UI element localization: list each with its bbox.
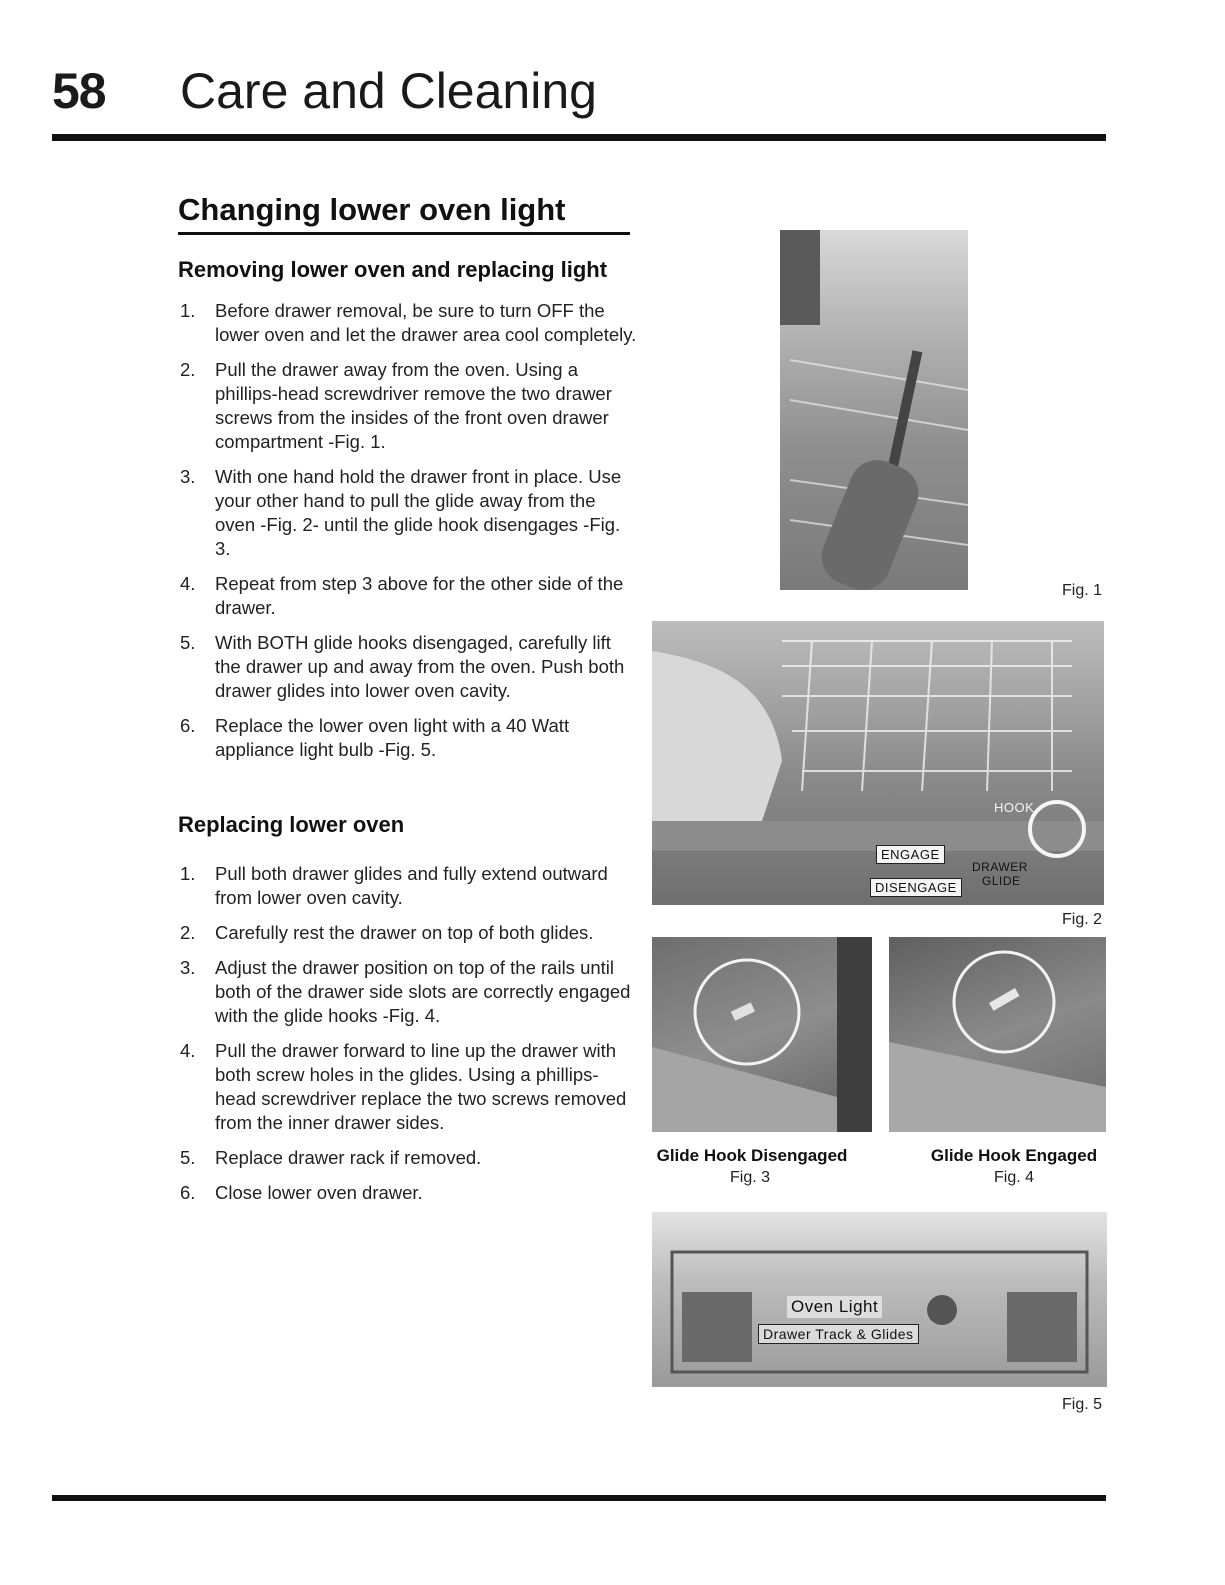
list-item [178, 465, 638, 561]
step-text: Adjust the drawer position on top of the rails until both of the drawer side slots are correctly engaged with the glide hooks -Fig. 4. [215, 957, 631, 1026]
fig3-title: Glide Hook Disengaged [656, 1146, 848, 1165]
step-number: 4. [180, 1040, 196, 1061]
removing-steps [178, 299, 638, 773]
engage-label: ENGAGE [876, 845, 945, 864]
fig5-photo [652, 1212, 1107, 1387]
replacing-steps [178, 862, 638, 1216]
step-text: Replace drawer rack if removed. [215, 1147, 482, 1168]
step-text: With BOTH glide hooks disengaged, carefully lift the drawer up and away from the oven. Push both drawer glides into lower oven cavity. [215, 632, 625, 701]
list-item [178, 572, 638, 620]
step-number: 1. [180, 863, 196, 884]
page-header [52, 62, 1112, 132]
oven-light-label: Oven Light [787, 1296, 882, 1318]
section-title: Changing lower oven light [178, 192, 566, 227]
step-text: Before drawer removal, be sure to turn OFF the lower oven and let the drawer area cool completely. [215, 300, 637, 345]
fig5-caption: Fig. 5 [1062, 1396, 1103, 1413]
list-item [178, 1146, 638, 1170]
fig2-caption: Fig. 2 [1062, 911, 1103, 928]
list-item [178, 921, 638, 945]
disengage-label: DISENGAGE [870, 878, 962, 897]
step-number: 2. [180, 922, 196, 943]
list-item [178, 631, 638, 703]
glide-hook-disengaged-illustration [652, 937, 872, 1132]
replacing-heading: Replacing lower oven [178, 812, 405, 837]
step-text: With one hand hold the drawer front in place. Use your other hand to pull the glide away from the oven -Fig. 2- until the glide hook disengages -Fig. 3. [215, 466, 622, 559]
step-text: Pull both drawer glides and fully extend outward from lower oven cavity. [215, 863, 608, 908]
list-item [178, 862, 638, 910]
fig1-photo [780, 230, 968, 590]
step-text: Close lower oven drawer. [215, 1182, 423, 1203]
fig1-caption: Fig. 1 [1062, 582, 1103, 599]
fig3-photo [652, 937, 872, 1132]
drawer-label: DRAWER [972, 860, 1028, 874]
step-number: 5. [180, 632, 196, 653]
step-number: 1. [180, 300, 196, 321]
page-number: 58 [52, 63, 106, 119]
step-number: 5. [180, 1147, 196, 1168]
glide-label: GLIDE [982, 874, 1021, 888]
hook-label: HOOK [994, 800, 1035, 815]
step-number: 3. [180, 957, 196, 978]
list-item [178, 1181, 638, 1205]
fig2-photo [652, 621, 1104, 905]
step-text: Carefully rest the drawer on top of both glides. [215, 922, 594, 943]
step-number: 4. [180, 573, 196, 594]
fig3-caption: Fig. 3 [730, 1169, 771, 1186]
step-text: Repeat from step 3 above for the other side of the drawer. [215, 573, 624, 618]
screwdriver-illustration [780, 230, 968, 590]
glide-hook-engaged-illustration [889, 937, 1106, 1132]
fig4-caption: Fig. 4 [994, 1169, 1035, 1186]
fig4-title: Glide Hook Engaged [930, 1146, 1098, 1165]
removing-heading: Removing lower oven and replacing light [178, 257, 608, 282]
step-text: Pull the drawer away from the oven. Using a phillips-head screwdriver remove the two drawer screws from the insides of the front oven drawer compartment -Fig. 1. [215, 359, 612, 452]
list-item [178, 299, 638, 347]
step-text: Pull the drawer forward to line up the drawer with both screw holes in the glides. Using a phillips-head screwdriver replace the two screws removed from the inner drawer sides. [215, 1040, 627, 1133]
step-text: Replace the lower oven light with a 40 Watt appliance light bulb -Fig. 5. [215, 715, 570, 760]
drawer-track-label: Drawer Track & Glides [758, 1324, 919, 1344]
step-number: 3. [180, 466, 196, 487]
step-number: 6. [180, 715, 196, 736]
step-number: 2. [180, 359, 196, 380]
header-rule [52, 134, 1106, 141]
list-item [178, 1039, 638, 1135]
list-item [178, 714, 638, 762]
section-rule [178, 232, 630, 235]
fig4-photo [889, 937, 1106, 1132]
chapter-title: Care and Cleaning [180, 63, 597, 119]
footer-rule [52, 1495, 1106, 1501]
list-item [178, 956, 638, 1028]
step-number: 6. [180, 1182, 196, 1203]
list-item [178, 358, 638, 454]
